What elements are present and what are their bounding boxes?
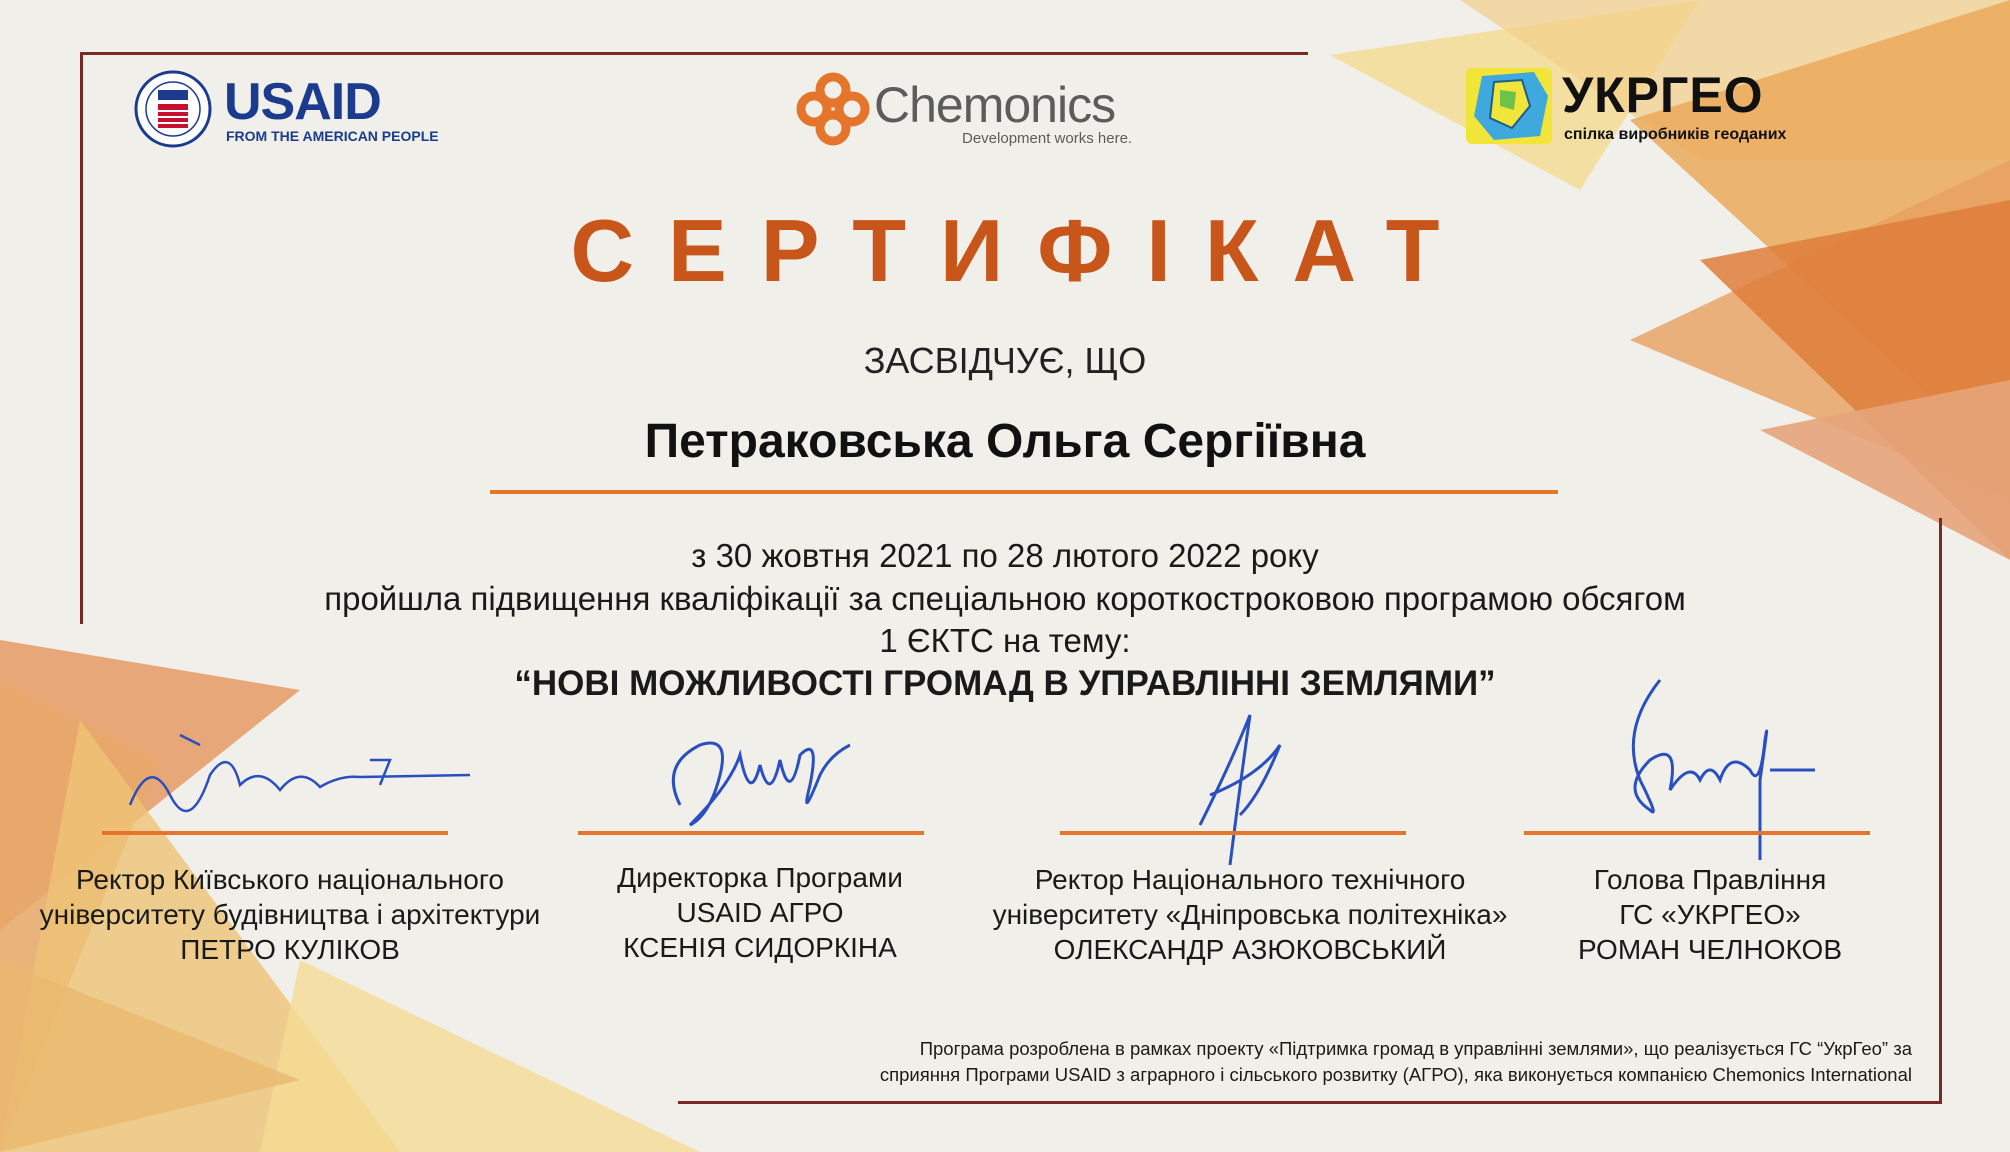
signatory-3	[950, 862, 1550, 967]
signatory-3-name: ОЛЕКСАНДР АЗЮКОВСЬКИЙ	[1053, 934, 1447, 965]
signatory-2-position-line1: Директорка Програми	[617, 862, 903, 893]
signatory-1-position-line2: університету будівництва і архітектури	[39, 899, 541, 930]
signatory-1-position-line1: Ректор Київського національного	[75, 864, 504, 895]
footer-note	[600, 1036, 1912, 1088]
ukrgeo-logo	[1464, 66, 1844, 150]
signatory-2-name: КСЕНІЯ СИДОРКІНА	[623, 932, 897, 963]
signatory-4-name: РОМАН ЧЕЛНОКОВ	[1577, 934, 1842, 965]
signatory-4	[1510, 862, 1910, 967]
recipient-name: Петраковська Ольга Сергіївна	[644, 415, 1366, 468]
description-text: пройшла підвищення кваліфікації за спеціальною короткостроковою програмою обсягом	[324, 580, 1686, 617]
signature-line-1	[102, 831, 448, 835]
signature-line-3	[1060, 831, 1406, 835]
signature-azyukovskyi	[1180, 705, 1300, 875]
signatory-3-position-line2: університету «Дніпровська політехніка»	[992, 899, 1508, 930]
certificate-title: СЕРТИФІКАТ	[570, 201, 1474, 300]
topic-text: “НОВІ МОЖЛИВОСТІ ГРОМАД В УПРАВЛІННІ ЗЕМЛЯМИ”	[514, 664, 1496, 703]
period-text: з 30 жовтня 2021 по 28 лютого 2022 року	[691, 537, 1319, 574]
signature-line-4	[1524, 831, 1870, 835]
usaid-wordmark: USAID	[224, 73, 381, 131]
footer-note-line1: Програма розроблена в рамках проекту «Підтримка громад в управлінні землями», що реалізується ГС “УкрГео” за	[919, 1038, 1912, 1059]
usaid-tagline: FROM THE AMERICAN PEOPLE	[226, 128, 439, 144]
chemonics-logo	[796, 70, 1136, 150]
signatory-1-name: ПЕТРО КУЛІКОВ	[180, 934, 400, 965]
footer-note-line2: сприяння Програми USAID з аграрного і сільського розвитку (АГРО), яка виконується компанією Chemonics International	[879, 1064, 1912, 1085]
usaid-logo	[134, 70, 439, 150]
ukrgeo-map-icon	[1464, 66, 1554, 146]
ukrgeo-wordmark: УКРГЕО	[1562, 67, 1764, 123]
signature-kulikov	[110, 715, 470, 825]
recipient-underline	[490, 490, 1558, 494]
signatory-2	[540, 860, 980, 965]
signatory-3-position-line1: Ректор Національного технічного	[1034, 864, 1466, 895]
signatory-4-position-line2: ГС «УКРГЕО»	[1619, 899, 1801, 930]
signature-sydorkina	[650, 715, 870, 845]
chemonics-wordmark: Chemonics	[874, 77, 1116, 133]
frame-top	[80, 52, 1308, 55]
chemonics-flower-icon	[796, 72, 870, 146]
signatory-2-position-line2: USAID АГРО	[676, 897, 844, 928]
signature-line-2	[578, 831, 924, 835]
signatory-4-position-line1: Голова Правління	[1593, 864, 1827, 895]
frame-bottom	[678, 1101, 1942, 1104]
signatory-1	[0, 862, 580, 967]
signature-chelnokov	[1600, 670, 1820, 870]
usaid-seal-icon	[134, 70, 212, 148]
chemonics-tagline: Development works here.	[962, 130, 1133, 147]
ukrgeo-tagline: спілка виробників геоданих	[1564, 126, 1787, 143]
credits-text: 1 ЄКТС на тему:	[879, 622, 1131, 659]
certifies-text: ЗАСВІДЧУЄ, ЩО	[863, 340, 1147, 381]
